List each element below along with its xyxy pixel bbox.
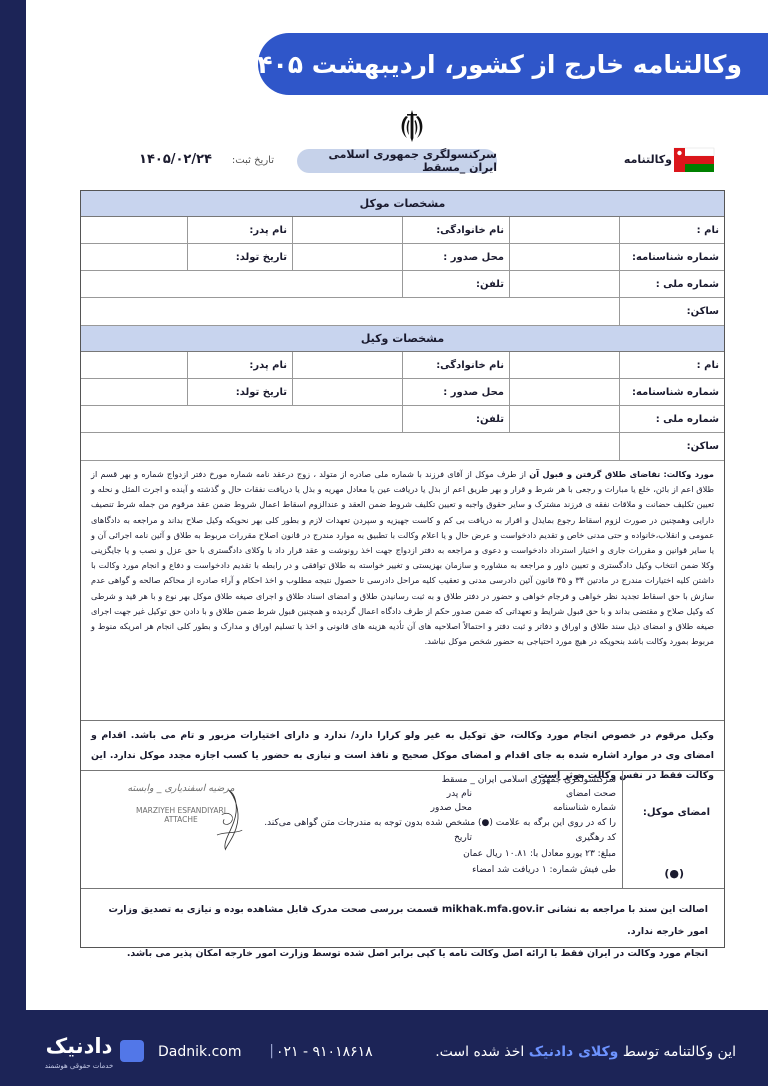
principal-signature-box[interactable] [622, 771, 724, 889]
agent-national-label: شماره ملی : [619, 406, 724, 432]
consular-stamp [81, 771, 622, 889]
principal-birth-field[interactable] [81, 244, 187, 270]
principal-national-label: شماره ملی : [619, 271, 724, 297]
principal-national-field[interactable] [509, 271, 619, 297]
principal-issue-field[interactable] [292, 244, 402, 270]
agent-father-label: نام پدر: [187, 352, 292, 378]
agent-phone-field[interactable] [81, 406, 402, 432]
stamp-line-5: کد رهگیری [575, 833, 616, 843]
agent-phone-label: تلفن: [402, 406, 509, 432]
authenticity-post: قسمت بررسی صحت مدرک قابل مشاهده بوده و نیازی به تصدیق وزارت امور خارجه ندارد. [108, 904, 708, 937]
principal-phone-label: تلفن: [402, 271, 509, 297]
consulate-badge [297, 149, 497, 173]
authenticity-line-1 [97, 899, 708, 943]
verification-url-link[interactable]: mikhak.mfa.gov.ir [441, 904, 544, 915]
signature-area [81, 771, 724, 889]
official-name-en: MARZIYEH ESFANDIYARI [136, 806, 226, 815]
agent-issue-field[interactable] [292, 379, 402, 405]
principal-signature-label: امضای موکل: [642, 807, 710, 818]
agent-row-resident [81, 433, 724, 461]
stamp-line-2: صحت امضای [565, 789, 616, 799]
oman-flag-icon [674, 148, 714, 172]
registration-date-label: تاریخ ثبت: [231, 155, 274, 166]
stamp-line-3: شماره شناسنامه [552, 803, 616, 813]
principal-name-label: نام : [619, 217, 724, 243]
agent-resident-field[interactable] [81, 433, 619, 460]
delegation-note: وکیل مرقوم در خصوص انجام مورد وکالت، حق توکیل به غیر ولو کرارا دارد/ ندارد و دارای اختیارات مزبور و تام می باشد. اقدام و امضای وی در موارد اشاره شده به جای اقدام و امضای موکل صحیح و نافذ است و نیازی به حضور یا کسب اجازه مجدد موکل ندارد. این وکالت فقط در نفس وکالت موثر است. [81, 721, 724, 771]
agent-national-field[interactable] [509, 406, 619, 432]
footer-message [430, 1044, 736, 1060]
agent-issue-label: محل صدور : [402, 379, 509, 405]
authenticity-line-2: انجام مورد وکالت در ایران فقط با ارائه اصل وکالت نامه یا کپی برابر اصل شده توسط وزارت امور خارجه امکان پذیر می باشد. [126, 948, 708, 959]
footer-message-post: اخذ شده است. [435, 1044, 525, 1060]
body-lead: مورد وکالت: [663, 469, 714, 479]
stamp-place-label: محل صدور [430, 803, 472, 813]
agent-resident-label: ساکن: [619, 433, 724, 460]
footer-phone[interactable]: ۰۲۱ - ۹۱۰۱۸۶۱۸ [276, 1044, 373, 1060]
stamp-line-7: طی فیش شماره: ۱ دریافت شد امضاء [472, 865, 616, 875]
agent-row-id [81, 379, 724, 406]
document-type-label: وکالتنامه [623, 153, 672, 166]
agent-id-field[interactable] [509, 379, 619, 405]
agent-section-title: مشخصات وکیل [360, 332, 445, 345]
principal-name-field[interactable] [509, 217, 619, 243]
principal-phone-field[interactable] [81, 271, 402, 297]
footer-message-pre: این وکالتنامه توسط [622, 1044, 736, 1060]
footer-bar [0, 1010, 768, 1086]
iran-emblem-icon [392, 106, 432, 146]
footer-divider: | [269, 1043, 274, 1059]
dadnik-logo-icon [120, 1040, 144, 1062]
principal-birth-label: تاریخ تولد: [187, 244, 292, 270]
principal-family-field[interactable] [292, 217, 402, 243]
agent-row-name [81, 352, 724, 379]
stamp-father-label: نام پدر [446, 789, 472, 799]
signature-mark: (●) [664, 867, 684, 880]
authenticity-note [81, 889, 724, 957]
agent-row-national [81, 406, 724, 433]
principal-father-field[interactable] [81, 217, 187, 243]
registration-date: ۱۴۰۵/۰۲/۲۴ [139, 152, 212, 167]
principal-row-id [81, 244, 724, 271]
principal-issue-label: محل صدور : [402, 244, 509, 270]
principal-row-name [81, 217, 724, 244]
principal-resident-label: ساکن: [619, 298, 724, 325]
agent-father-field[interactable] [81, 352, 187, 378]
principal-id-label: شماره شناسنامه: [619, 244, 724, 270]
footer-logo-subtitle: خدمات حقوقی هوشمند [44, 1062, 114, 1070]
footer-message-highlight: وکلای دادنیک [528, 1044, 619, 1060]
principal-resident-field[interactable] [81, 298, 619, 325]
stamp-line-6: مبلغ: ۲۳ یورو معادل با: ۱۰.۸۱ ریال عمان [463, 849, 616, 859]
agent-section-header [81, 326, 724, 352]
agent-family-label: نام خانوادگی: [402, 352, 509, 378]
principal-family-label: نام خانوادگی: [402, 217, 509, 243]
official-signature-icon [211, 775, 247, 865]
consulate-name: سرکنسولگری جمهوری اسلامی ایران _مسقط [328, 148, 497, 174]
principal-father-label: نام پدر: [187, 217, 292, 243]
body-subject: تقاضای طلاق گرفتن و قبول آن [529, 469, 661, 479]
official-name-fa: مرضیه اسفندیاری _ وابسته [127, 783, 235, 794]
footer-logo-text: دادنیک [45, 1034, 113, 1058]
agent-birth-label: تاریخ تولد: [187, 379, 292, 405]
agent-name-field[interactable] [509, 352, 619, 378]
page-title [242, 33, 768, 95]
agent-birth-field[interactable] [81, 379, 187, 405]
official-title-en: ATTACHE [164, 815, 198, 824]
principal-id-field[interactable] [509, 244, 619, 270]
footer-website-link[interactable]: Dadnik.com [158, 1044, 242, 1060]
left-accent-bar [0, 0, 26, 1010]
stamp-line-4: را که در روی این برگه به علامت (●) مشخص شده بدون توجه به مندرجات متن گواهی می‌کند. [264, 818, 616, 828]
agent-name-label: نام : [619, 352, 724, 378]
body-text: از طرف موکل از آقای فرزند با شماره ملی صادره از متولد ، زوج درعقد نامه شماره مورخ دفتر ازدواج شماره و بهر قسم از طلاق اعم از بائن، خلع یا مبارات و رجعی با هر شرط و قرار و بهر طریق اعم از بذل یا دریافت عین یا معادل مهریه و بذل یا دریافت نفقات حال و گذشته و آینده و اجرت المثل و نحله و تعیین تکلیف حضانت و ملاقات نفقه ی فرزند مشترک و سایر حقوق واجبه و تعیین تکلیف شروط ضمن العقد و عندالزوم اسقاط اعمال شروط ضمن عقد مرقوم من جمله شرط تنصیف دارایی وهمچنین در صورت لزوم اسقاط رجوع بمایذل و اقرار به دریافت بی کم و کاست جهیزیه و سپردن تعهدات لازم و بطور کلی بهر نحویکه وکیل صلاح بداند و مراجعه به دادگاهای عمومی و انقلاب،خانواده و حتی مدنی خاص و تقدیم دادخواست و عرض حال و یا اعلام وکالت با تطبیق به موارد مندرج در قانون اصلاح مقررات مربوط به طلاق و آئین نامه اجرائی آن و یا سایر قوانین و مقررات جاری و اختیار استرداد دادخواست و دعوی و مراجعه به دفتر ازدواج جهت اخذ رونوشت و عقد قرار داد با وکلای دادگستری با حق عزل و نصب و یا جایگزینی وکلا ضمن انتخاب وکیل دادگستری و تعیین داور و مراجعه به مشاوره و سازمان بهزیستی و تغییر خواسته به طلاق توافقی و در رابطه با تقدیم دادخواست و دفاع و انجام مورد وکالت با داشتن کلیه اختیارات مندرج در مادتین ۳۴ و ۳۵ قانون آئین دادرسی مدنی و تعقیب کلیه مراحل دادرسی تا حصول نتیجه مطلوب و اخذ احکام و آراء صادره از محاکم صالحه و گواهی عدم سازش با حق اسقاط تجدید نظر خواهی و فرجام خواهی و حضور در دفتر طلاق و به ثبت رسانیدن طلاق و امضای اسناد طلاق و اجرای صیغه طلاق موکل بهر نوع و با هر قید و شرطی که وکیل صلاح و مقتضی بداند و با حق قبول شرایط و تعهداتی که ضمن صدور حکم از طرف دادگاه اعمال گردیده و همچنین قبول شرط ضمن طلاق و با دادن حق توکیل غیر جهت اجرای صیغه طلاق و امضای ذیل سند طلاق و اوراق و دفاتر و ثبت دفتر و احتمالاً اصلاحیه های آن تأدیه هزینه های قانونی و اخذ یا تسلیم اوراق و مدارک و بطور کلی انجام هر امریکه منوط و مربوط بمورد وکالت باشد بنحویکه در هیچ مورد احتیاجی به حضور شخص موکل نباشد. [91, 469, 714, 647]
principal-row-national [81, 271, 724, 298]
power-of-attorney-body [81, 461, 724, 721]
power-of-attorney-form [80, 190, 725, 959]
principal-section-header [81, 191, 724, 217]
page-title-text: وکالتنامه خارج از کشور، اردیبهشت ۱۴۰۵ [242, 49, 742, 79]
stamp-date-label: تاریخ [454, 833, 472, 843]
principal-section-title: مشخصات موکل [359, 197, 446, 210]
agent-family-field[interactable] [292, 352, 402, 378]
authenticity-pre: اصالت این سند با مراجعه به نشانی [547, 904, 708, 915]
stamp-line-1: سرکنسولگری جمهوری اسلامی ایران _ مسقط [441, 775, 616, 785]
principal-row-resident [81, 298, 724, 326]
agent-id-label: شماره شناسنامه: [619, 379, 724, 405]
